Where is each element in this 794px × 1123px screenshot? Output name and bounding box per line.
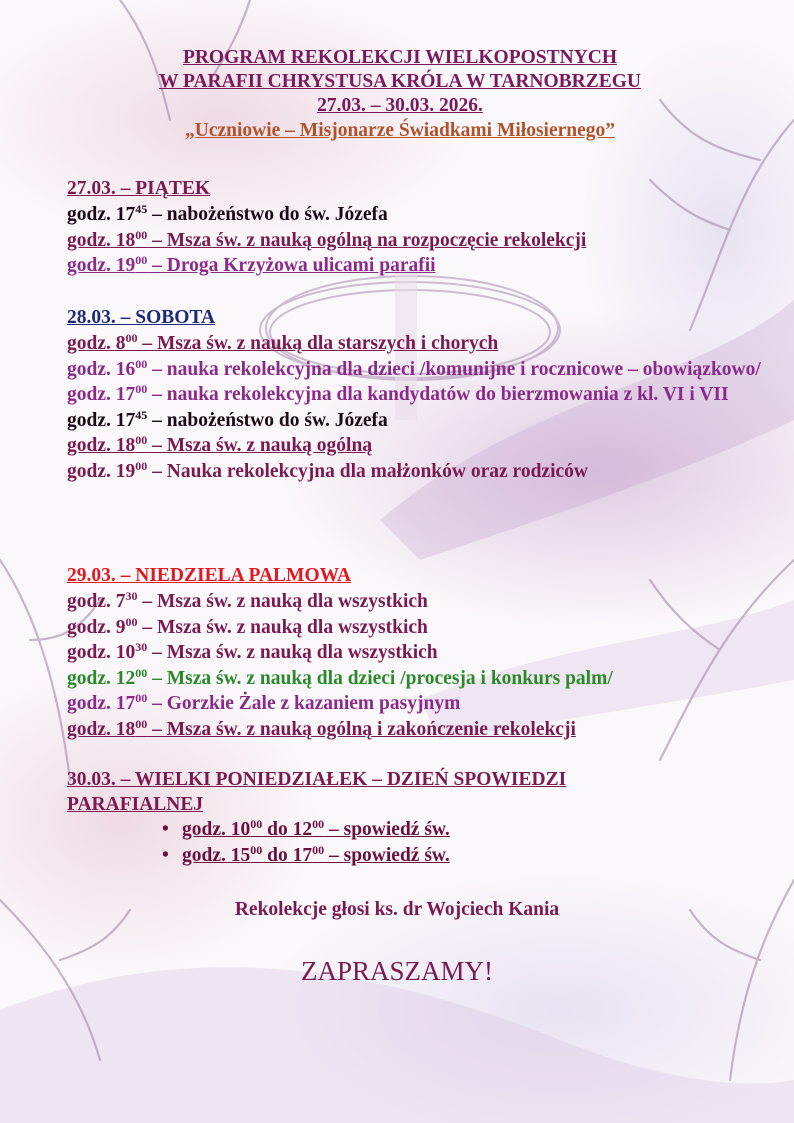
schedule-item: godz. $17^{45}$ – nabożeństwo do św. Józefa (67, 407, 388, 431)
preacher-note: Rekolekcje głosi ks. dr Wojciech Kania (234, 899, 560, 920)
schedule-item: godz. $16^{00}$ – nauka rekolekcyjna dla dzieci /komunijne i rocznicowe – obowiązkowo/ (67, 356, 761, 380)
schedule-item: godz. $7^{30}$ – Msza św. z nauką dla wszystkich (67, 589, 428, 612)
schedule-item: godz. $19^{00}$ – Droga Krzyżowa ulicami parafii (67, 253, 436, 277)
schedule-item: godz. $17^{45}$ – nabożeństwo do św. Józefa (67, 202, 388, 225)
day-title: 27.03. – PIĄTEK (67, 178, 211, 199)
schedule-item: godz. $8^{00}$ – Msza św. z nauką dla starszych i chorych (67, 331, 499, 354)
schedule-item: godz. $18^{00}$ – Msza św. z nauką ogólną i zakończenie rekolekcji (67, 716, 576, 740)
bullet-icon: • (162, 844, 169, 866)
motto: „Uczniowie – Misjonarze Świadkami Miłosiernego” (184, 120, 616, 141)
day-holy-monday (67, 767, 667, 868)
list-item: • godz. $15^{00}$ do $17^{00}$ – spowiedź św. (67, 843, 667, 869)
bullet-icon: • (162, 819, 169, 840)
schedule-item: godz. $9^{00}$ – Msza św. z nauką dla wszystkich (67, 614, 428, 638)
schedule-item: godz. $12^{00}$ – Msza św. z nauką dla dzieci /procesja i konkurs palm/ (67, 665, 613, 689)
schedule-item: godz. $10^{30}$ – Msza św. z nauką dla wszystkich (67, 640, 438, 664)
day-title: 30.03. – WIELKI PONIEDZIAŁEK – DZIEŃ SPOWIEDZI PARAFIALNEJ (67, 769, 567, 815)
title-dates: 27.03. – 30.03. 2026. (317, 95, 483, 116)
schedule-item: godz. $17^{00}$ – nauka rekolekcyjna dla kandydatów do bierzmowania z kl. VI i VII (67, 382, 729, 406)
day-title: 29.03. – NIEDZIELA PALMOWA (67, 565, 352, 586)
day-title: 28.03. – SOBOTA (67, 307, 216, 328)
list-item: • godz. $10^{00}$ do $12^{00}$ – spowiedź św. (67, 817, 667, 843)
invitation: ZAPRASZAMY! (300, 956, 494, 986)
day-friday (67, 176, 775, 279)
schedule-item: godz. $17^{00}$ – Gorzkie Żale z kazaniem pasyjnym (67, 691, 461, 715)
title-line-1: PROGRAM REKOLEKCJI WIELKOPOSTNYCH (182, 47, 618, 68)
schedule-item: godz. $18^{00}$ – Msza św. z nauką ogólną (67, 433, 373, 457)
schedule-item: godz. $18^{00}$ – Msza św. z nauką ogólną na rozpoczęcie rekolekcji (67, 227, 587, 251)
title-line-2: W PARAFII CHRYSTUSA KRÓLA W TARNOBRZEGU (158, 71, 642, 92)
schedule-item: godz. $19^{00}$ – Nauka rekolekcyjna dla małżonków oraz rodziców (67, 458, 588, 482)
confession-list (67, 817, 667, 868)
header (60, 46, 740, 144)
day-palm-sunday (67, 563, 775, 743)
day-saturday (67, 305, 775, 485)
